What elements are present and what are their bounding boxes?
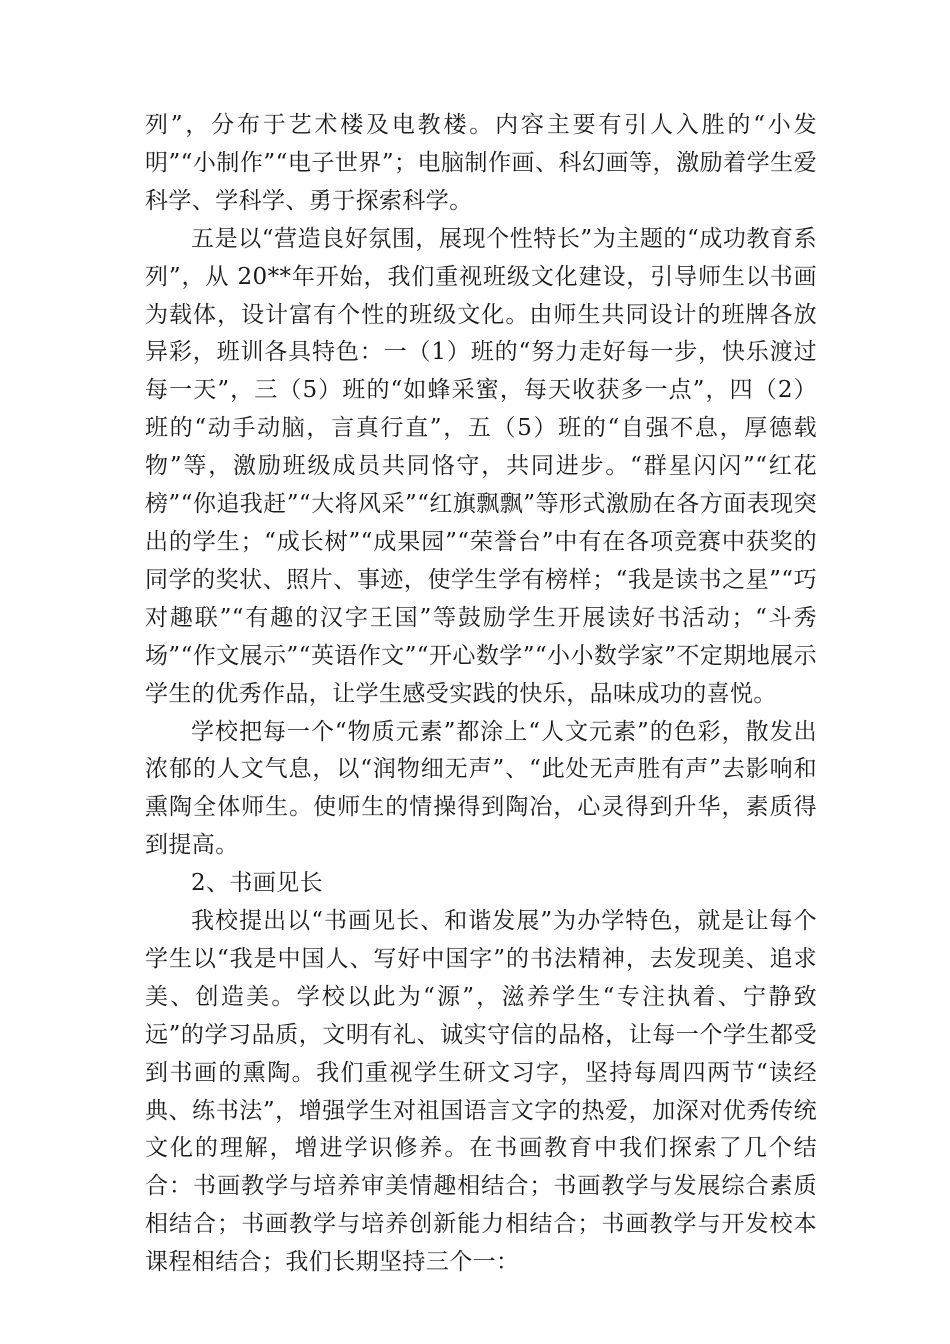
- paragraph-class-culture: 五是以“营造良好氛围，展现个性特长”为主题的“成功教育系列”，从 20**年开始，我们重视班级文化建设，引导师生以书画为载体，设计富有个性的班级文化。由师生共同设计的班牌各放异彩，班训各具特色：一（1）班的“努力走好每一步，快乐渡过每一天”，三（5）班的“如蜂采蜜，每天收获多一点”，四（2）班的“动手动脑，言真行直”，五（5）班的“自强不息，厚德载物”等，激励班级成员共同恪守，共同进步。“群星闪闪”“红花榜”“你追我赶”“大将风采”“红旗飘飘”等形式激励在各方面表现突出的学生；“成长树”“成果园”“荣誉台”中有在各项竞赛中获奖的同学的奖状、照片、事迹，使学生学有榜样；“我是读书之星”“巧对趣联”“有趣的汉字王国”等鼓励学生开展读好书活动；“斗秀场”“作文展示”“英语作文”“开心数学”“小小数学家”不定期地展示学生的优秀作品，让学生感受实践的快乐，品味成功的喜悦。: [145, 225, 817, 707]
- paragraph-humanistic-elements: 学校把每一个“物质元素”都涂上“人文元素”的色彩，散发出浓郁的人文气息，以“润物细无声”、“此处无声胜有声”去影响和熏陶全体师生。使师生的情操得到陶冶，心灵得到升华，素质得到提高。: [145, 718, 817, 859]
- paragraph-continuation: 列”，分布于艺术楼及电教楼。内容主要有引人入胜的“小发明”“小制作”“电子世界”；电脑制作画、科幻画等，激励着学生爱科学、学科学、勇于探索科学。: [145, 112, 817, 214]
- section-heading: 2、书画见长: [191, 870, 324, 897]
- paragraph-calligraphy: 我校提出以“书画见长、和谐发展”为办学特色，就是让每个学生以“我是中国人、写好中国字”的书法精神，去发现美、追求美、创造美。学校以此为“源”，滋养学生“专注执着、宁静致远”的学习品质，文明有礼、诚实守信的品格，让每一个学生都受到书画的熏陶。我们重视学生研文习字，坚持每周四两节“读经典、练书法”，增强学生对祖国语言文字的热爱，加深对优秀传统文化的理解，增进学识修养。在书画教育中我们探索了几个结合：书画教学与培养审美情趣相结合；书画教学与发展综合素质相结合；书画教学与培养创新能力相结合；书画教学与开发校本课程相结合；我们长期坚持三个一：: [145, 908, 817, 1276]
- document-body: [145, 107, 817, 1282]
